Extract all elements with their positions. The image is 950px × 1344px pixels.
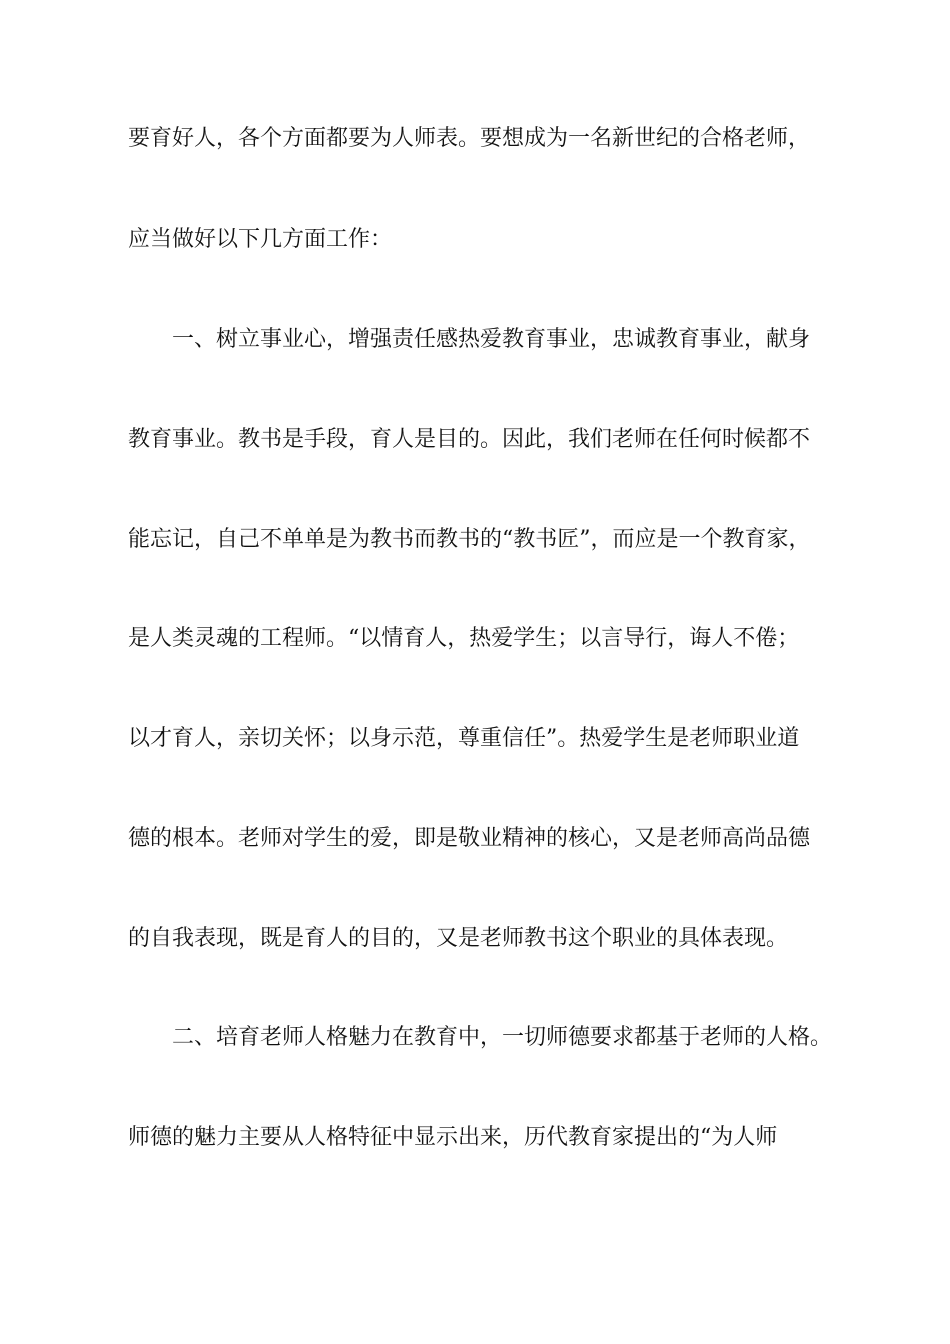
paragraph-start-line: 二、培育老师人格魅力在教育中，一切师德要求都基于老师的人格。 [172, 1025, 833, 1050]
text-line: 以才育人，亲切关怀；以身示范，尊重信任”。热爱学生是老师职业道 [128, 726, 800, 751]
text-line: 师德的魅力主要从人格特征中显示出来，历代教育家提出的“为人师 [128, 1125, 778, 1150]
text-line: 德的根本。老师对学生的爱，即是敬业精神的核心，又是老师高尚品德 [128, 826, 811, 851]
text-line: 要育好人，各个方面都要为人师表。要想成为一名新世纪的合格老师， [128, 126, 811, 151]
text-line: 应当做好以下几方面工作： [128, 227, 393, 252]
text-line: 能忘记，自己不单单是为教书而教书的“教书匠”，而应是一个教育家， [128, 527, 811, 552]
text-line: 教育事业。教书是手段，育人是目的。因此，我们老师在任何时候都不 [128, 427, 811, 452]
paragraph-start-line: 一、树立事业心，增强责任感热爱教育事业，忠诚教育事业，献身 [172, 327, 811, 352]
text-line: 是人类灵魂的工程师。“以情育人，热爱学生；以言导行，诲人不倦； [128, 626, 800, 651]
text-line: 的自我表现，既是育人的目的，又是老师教书这个职业的具体表现。 [128, 926, 789, 951]
